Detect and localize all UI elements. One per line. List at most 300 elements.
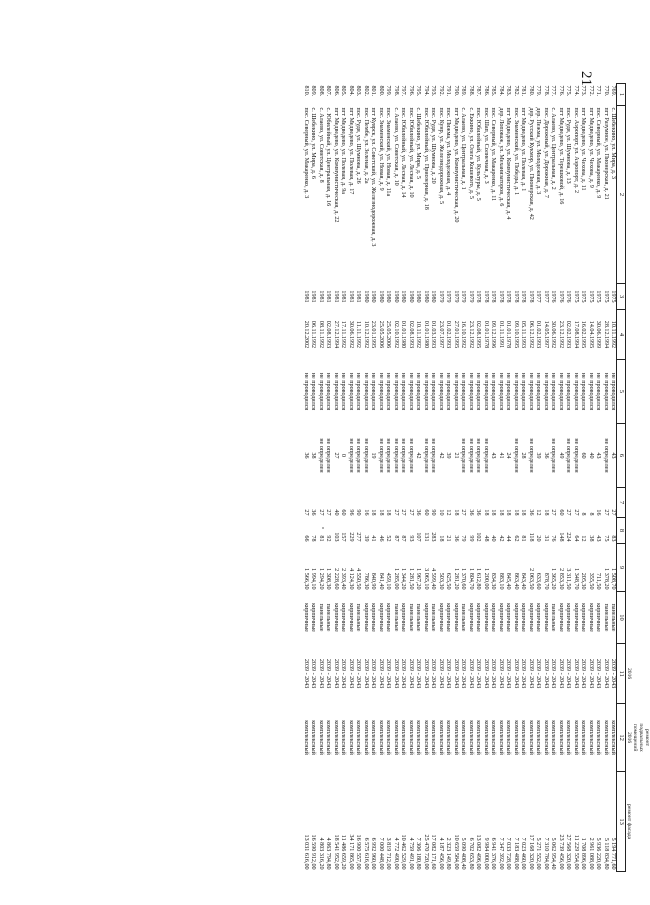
cell-area: 1 612,80 xyxy=(475,568,482,590)
cell-apartments: 36 xyxy=(528,509,534,516)
cell-repair-period: 2039 - 2043 xyxy=(475,658,482,689)
cell-area: 845,40 xyxy=(505,572,512,590)
cell-apartments: 27 xyxy=(460,509,467,516)
cell-wear: не определен xyxy=(423,438,429,473)
cell-last-repair: не проводился xyxy=(505,372,512,411)
cell-year-built: 1975 xyxy=(595,290,602,303)
cell-row-number: 790. xyxy=(453,85,459,97)
cell-repair-period: 2039 - 2043 xyxy=(513,658,519,689)
cell-registration-date: 14.04.1995 xyxy=(588,320,594,349)
cell-repair-cost: 7 306 180,80 xyxy=(415,837,422,870)
cell-area: 3 065,10 xyxy=(423,568,429,590)
cell-row-number: 808. xyxy=(318,85,324,97)
cell-last-repair: не проводился xyxy=(498,372,504,411)
cell-area: 1 348,70 xyxy=(573,568,579,590)
cell-wear: не определен xyxy=(460,438,467,473)
cell-row-number: 799. xyxy=(385,85,392,97)
cell-repair-cost: 9 984 000,00 xyxy=(483,837,489,870)
cell-repair-period: 2039 - 2043 xyxy=(355,658,362,689)
column-number: 9 xyxy=(617,544,626,592)
cell-residents: 81 xyxy=(318,535,324,542)
cell-registration-date: 17.11.1992 xyxy=(340,320,347,349)
cell-area: 1 344,20 xyxy=(400,568,407,590)
cell-repair-period: 2039 - 2043 xyxy=(438,658,444,689)
cell-repair-period: 2039 - 2043 xyxy=(550,658,557,689)
cell-residents: 31 xyxy=(543,535,549,542)
cell-repair-type: комплексный xyxy=(520,720,527,755)
header-col11: 2016 xyxy=(626,668,632,680)
cell-registration-date: 02.08.1993 xyxy=(408,320,414,349)
cell-registration-date: 01.02.1993 xyxy=(535,320,542,349)
cell-repair-type: комплексный xyxy=(498,720,504,755)
cell-repair-cost: 7 023 460,00 xyxy=(520,837,527,870)
cell-repair-cost: 7 310 784,00 xyxy=(543,837,549,870)
cell-year-built: 1978 xyxy=(498,290,504,303)
cell-repair-period: 2039 - 2043 xyxy=(453,658,459,689)
cell-repair-cost: 16 590 912,00 xyxy=(310,834,317,870)
cell-registration-date: 17.08.1994 xyxy=(573,320,579,349)
cell-last-repair: не проводился xyxy=(325,372,332,411)
cell-row-number: 791. xyxy=(445,85,452,97)
cell-repair-type: комплексный xyxy=(378,720,384,755)
cell-apartments: 27 xyxy=(393,509,399,516)
cell-registration-date: 30.06.1992 xyxy=(348,320,354,349)
cell-apartments: 36 xyxy=(468,509,474,516)
cell-last-repair: не проводился xyxy=(340,372,347,411)
table-row xyxy=(594,84,602,872)
cell-last-repair: не проводился xyxy=(348,372,354,411)
cell-repair-period: 2039 - 2043 xyxy=(415,658,422,689)
cell-repair-period: 2039 - 2043 xyxy=(543,658,549,689)
cell-address: пгт Медведево, ул. Чехова, д. 9 xyxy=(588,107,594,188)
column-number: 1 xyxy=(617,84,626,106)
cell-address: пос. Аэропорт, ул. Аэропорт, д. 2 xyxy=(573,107,579,194)
cell-residents: 148 xyxy=(558,532,564,542)
cell-row-number: 780. xyxy=(528,85,534,97)
cell-area: 633,60 xyxy=(535,572,542,590)
header-col12-line4: 2016 xyxy=(626,732,632,744)
cell-year-built: 1977 xyxy=(543,290,549,303)
cell-last-repair: не проводился xyxy=(415,372,422,411)
cell-registration-date: 08.11.1992 xyxy=(318,320,324,349)
cell-repair-cost: 6 941 376,00 xyxy=(490,837,497,870)
cell-repair-period: 2039 - 2043 xyxy=(445,658,452,689)
cell-row-number: 776. xyxy=(558,85,564,97)
cell-area: 2 853,30 xyxy=(558,568,564,590)
cell-last-repair: не проводился xyxy=(438,372,444,411)
cell-apartments: 27 xyxy=(303,509,309,516)
cell-year-built: 1975 xyxy=(610,290,617,303)
cell-last-repair: не проводился xyxy=(543,372,549,411)
cell-repair-period: 2039 - 2043 xyxy=(603,658,609,689)
cell-repair-period: 2039 - 2043 xyxy=(535,658,542,689)
cell-area: 1 285,00 xyxy=(393,568,399,590)
cell-wear: 41 xyxy=(498,452,504,459)
table-subheader-row xyxy=(626,84,650,872)
cell-repair-period: 2039 - 2043 xyxy=(363,658,369,689)
cell-address: пгт Медведево, ул. Коммунистическая, д. 20 xyxy=(453,107,459,223)
cell-wall-material: кирпичные xyxy=(310,603,317,632)
table-row xyxy=(302,84,310,872)
cell-repair-type: комплексный xyxy=(550,720,557,755)
cell-row-number: 779. xyxy=(535,85,542,97)
cell-repair-type: комплексный xyxy=(438,720,444,755)
cell-area: 840,90 xyxy=(370,572,377,590)
table-row xyxy=(474,84,482,872)
cell-year-built: 1978 xyxy=(490,290,497,303)
cell-address: пос. Шап, ул. Солнечная, д. 3 xyxy=(483,107,489,184)
cell-apartments: 16 xyxy=(363,509,369,516)
cell-repair-type: комплексный xyxy=(445,720,452,755)
cell-year-built: 1976 xyxy=(558,290,564,303)
column-number: 7 xyxy=(617,488,626,518)
cell-repair-type: комплексный xyxy=(408,720,414,755)
cell-repair-type: комплексный xyxy=(348,720,354,755)
cell-last-repair: не проводился xyxy=(558,372,564,411)
table-row xyxy=(519,84,527,872)
cell-wall-material: кирпичные xyxy=(370,603,377,632)
cell-repair-period: 2039 - 2043 xyxy=(333,658,339,689)
cell-last-repair: не проводился xyxy=(430,372,437,411)
cell-year-built: 1975 xyxy=(580,290,587,303)
cell-year-built: 1980 xyxy=(430,290,437,303)
table-row xyxy=(339,84,347,872)
cell-registration-date: 01.03.1993 xyxy=(430,320,437,349)
cell-last-repair: не проводился xyxy=(573,372,579,411)
cell-last-repair: не проводился xyxy=(535,372,542,411)
cell-row-number: 803. xyxy=(355,85,362,97)
cell-address: пгт Куярск, ул. Советский, ул. Железнодорожная, д. 3 xyxy=(370,107,377,247)
cell-year-built: 1978 xyxy=(483,290,489,303)
cell-wear: не определен xyxy=(565,438,572,473)
cell-apartments: 18 xyxy=(370,509,377,516)
cell-address: пос. Юбилейный, ул. Лесная, д. 10 xyxy=(408,107,414,198)
cell-wall-material: кирпичные xyxy=(580,603,587,632)
cell-residents: 21 xyxy=(445,535,452,542)
cell-area: 503,30 xyxy=(438,572,444,590)
cell-row-number: 798. xyxy=(393,85,399,97)
cell-address: пос. Кунр, ул. Железнодорожная, д. 5 xyxy=(438,107,444,205)
cell-repair-cost: 1 708 896,00 xyxy=(580,837,587,870)
cell-wall-material: кирпичные xyxy=(595,603,602,632)
cell-row-number: 771. xyxy=(595,85,602,97)
cell-wear: не определен xyxy=(400,438,407,473)
cell-year-built: 1978 xyxy=(475,290,482,303)
cell-address: пгт Медведево, ул. Коммунистическая, д. 4 xyxy=(505,107,512,220)
table-row xyxy=(549,84,557,872)
cell-last-repair: не проводился xyxy=(318,372,324,411)
cell-apartments: 27 xyxy=(400,509,407,516)
table-row xyxy=(414,84,422,872)
cell-wall-material: кирпичные xyxy=(565,603,572,632)
cell-last-repair: не проводился xyxy=(580,372,587,411)
cell-area: 1 294,20 xyxy=(318,568,324,590)
cell-repair-type: комплексный xyxy=(430,720,437,755)
cell-repair-cost: 25 470 720,00 xyxy=(423,834,429,870)
cell-last-repair: не проводился xyxy=(490,372,497,411)
cell-residents: 157 xyxy=(340,532,347,542)
cell-repair-cost: 17 082 171,60 xyxy=(430,834,437,870)
cell-repair-cost: 4 759 491,00 xyxy=(408,837,414,870)
cell-year-built: 1979 xyxy=(438,290,444,303)
cell-area: 1 370,60 xyxy=(460,568,467,590)
cell-area: 205,30 xyxy=(580,572,587,590)
cell-apartments: 40 xyxy=(333,509,339,516)
housing-repair-table xyxy=(302,83,650,872)
cell-registration-date: 23.12.1992 xyxy=(468,320,474,349)
cell-row-number: 801. xyxy=(370,85,377,97)
cell-row-number: 782. xyxy=(513,85,519,97)
cell-last-repair: не проводился xyxy=(423,372,429,411)
cell-area: 883,10 xyxy=(498,572,504,590)
cell-apartments: 27 xyxy=(550,509,557,516)
cell-repair-period: 2039 - 2043 xyxy=(505,658,512,689)
cell-repair-period: 2039 - 2043 xyxy=(610,658,617,689)
cell-wall-material: кирпичные xyxy=(438,603,444,632)
cell-registration-date: 01.01.1978 xyxy=(505,320,512,349)
cell-wall-material: кирпичные xyxy=(468,603,474,632)
page-number: 21 xyxy=(578,71,594,86)
cell-residents: 18 xyxy=(438,535,444,542)
cell-residents: 87 xyxy=(393,535,399,542)
cell-apartments: 27 xyxy=(318,509,324,516)
cell-residents: 92 xyxy=(325,535,332,542)
cell-last-repair: не проводился xyxy=(393,372,399,411)
cell-last-repair: не проводился xyxy=(513,372,519,411)
cell-apartments: 12 xyxy=(445,509,452,516)
cell-wear: не определен xyxy=(573,438,579,473)
cell-wall-material: кирпичные xyxy=(573,603,579,632)
cell-apartments: 27 xyxy=(325,509,332,516)
cell-repair-type: комплексный xyxy=(580,720,587,755)
cell-registration-date: 27.01.1995 xyxy=(453,320,459,349)
cell-area: 1 804,70 xyxy=(468,568,474,590)
cell-repair-cost: 13 082 496,00 xyxy=(475,834,482,870)
cell-apartments: 18 xyxy=(490,509,497,516)
cell-wear: не определен xyxy=(348,438,354,473)
cell-repair-cost: 7 347 392,00 xyxy=(498,837,504,870)
cell-year-built: 1981 xyxy=(348,290,354,303)
cell-last-repair: не проводился xyxy=(378,372,384,411)
cell-address: пгт Медведево, ул. Полевая, д. 9а xyxy=(340,107,347,194)
cell-registration-date: 01.11.1991 xyxy=(498,320,504,349)
table-row xyxy=(527,84,535,872)
cell-wall-material: панельные xyxy=(430,603,437,632)
cell-repair-cost: 7 033 728,00 xyxy=(505,837,512,870)
cell-last-repair: не проводился xyxy=(588,372,594,411)
cell-repair-type: комплексный xyxy=(325,720,332,755)
cell-row-number: 797. xyxy=(400,85,407,97)
cell-area: 4 550,50 xyxy=(355,568,362,590)
cell-address: с. Шебекино, ул. Мира, д. 6 xyxy=(310,107,317,179)
cell-residents: 229 xyxy=(348,532,354,542)
cell-repair-cost: 5 118 834,80 xyxy=(603,837,609,870)
column-number: 10 xyxy=(617,592,626,644)
cell-address: дер. Лоповаж, ул. Механизаторов, д. 6 xyxy=(498,107,504,207)
cell-repair-cost: 5 194 771,60 xyxy=(610,837,617,870)
cell-year-built: 1981 xyxy=(340,290,347,303)
cell-repair-type: комплексный xyxy=(468,720,474,755)
cell-last-repair: не проводился xyxy=(445,372,452,411)
cell-address: пос. Северный, ул. Макаренко, д. 3 xyxy=(303,107,309,199)
cell-residents: 118 xyxy=(528,532,534,542)
cell-row-number: 787. xyxy=(475,85,482,97)
cell-last-repair: не проводился xyxy=(550,372,557,411)
cell-apartments: 18 xyxy=(378,509,384,516)
cell-repair-cost: 5 271 552,00 xyxy=(535,837,542,870)
cell-apartments: 27 xyxy=(573,509,579,516)
table-row xyxy=(384,84,392,872)
table-row xyxy=(399,84,407,872)
cell-repair-type: комплексный xyxy=(483,720,489,755)
cell-wall-material: кирпичные xyxy=(303,603,309,632)
cell-repair-period: 2039 - 2043 xyxy=(573,658,579,689)
cell-repair-period: 2039 - 2043 xyxy=(460,658,467,689)
cell-area: 1 994,10 xyxy=(310,568,317,590)
cell-repair-period: 2039 - 2043 xyxy=(498,658,504,689)
cell-repair-cost: 11 229 554,00 xyxy=(573,834,579,870)
cell-residents: 107 xyxy=(415,532,422,542)
table-row xyxy=(482,84,490,872)
cell-repair-cost: 6 575 616,00 xyxy=(363,837,369,870)
cell-address: с. Алаево, ул. Центральная, д. 1 xyxy=(460,107,467,190)
cell-address: пгт Медведево, ул. Коммунистическая, д. 22 xyxy=(333,107,339,223)
cell-repair-type: комплексный xyxy=(453,720,459,755)
cell-repair-cost: 34 171 865,00 xyxy=(348,834,354,870)
column-number: 8 xyxy=(617,518,626,544)
cell-address: пос. Юбилейный, ул. Приозерная, д. 18 xyxy=(423,107,429,210)
cell-last-repair: не проводился xyxy=(370,372,377,411)
cell-wall-material: кирпичные xyxy=(363,603,369,632)
cell-registration-date: 25.05.2006 xyxy=(378,320,384,349)
cell-repair-period: 2039 - 2043 xyxy=(430,658,437,689)
cell-area: 863,40 xyxy=(513,572,519,590)
cell-wear: не определен xyxy=(355,438,362,473)
cell-repair-type: комплексный xyxy=(535,720,542,755)
cell-residents: 38 xyxy=(588,535,594,542)
cell-repair-period: 2039 - 2043 xyxy=(393,658,399,689)
header-col13: ремонт фасада xyxy=(626,804,632,840)
cell-repair-period: 2039 - 2043 xyxy=(340,658,347,689)
cell-residents: 78 xyxy=(310,535,317,542)
cell-repair-type: комплексный xyxy=(595,720,602,755)
cell-last-repair: не проводился xyxy=(610,372,617,411)
cell-registration-date: 10.11.1992 xyxy=(610,320,617,349)
cell-year-built: 1980 xyxy=(363,290,369,303)
cell-registration-date: 01.02.1993 xyxy=(445,320,452,349)
cell-wear: 60 xyxy=(580,452,587,459)
cell-address: пос. Северный, ул. Макаренко, д. 11 xyxy=(490,107,497,202)
cell-repair-cost: 4 863 794,80 xyxy=(325,837,332,870)
table-row xyxy=(407,84,415,872)
cell-repair-cost: 5 090 408,40 xyxy=(460,837,467,870)
cell-last-repair: не проводился xyxy=(468,372,474,411)
cell-apartments: 18 xyxy=(498,509,504,516)
cell-residents: 224 xyxy=(565,532,572,542)
table-row xyxy=(564,84,572,872)
cell-apartments: 10 xyxy=(438,509,444,516)
cell-wear: 42 xyxy=(438,452,444,459)
cell-wall-material: кирпичные xyxy=(490,603,497,632)
cell-wear: 38 xyxy=(310,452,317,459)
cell-residents: 44 xyxy=(505,535,512,542)
cell-apartments: 8 xyxy=(580,512,587,516)
cell-residents: 81 xyxy=(520,535,527,542)
cell-residents: 36 xyxy=(453,535,459,542)
cell-residents: 12 xyxy=(580,535,587,542)
cell-address: с. Алаево, ул. Центральная, д. 2 xyxy=(550,107,557,190)
cell-residents: 39 xyxy=(363,535,369,542)
cell-registration-date: 23.01.1995 xyxy=(370,320,377,349)
cell-repair-type: комплексный xyxy=(400,720,407,755)
cell-registration-date: 06.11.1992 xyxy=(310,320,317,349)
cell-address: пос. Рудя, ул. Шумнова, д. 20 xyxy=(430,107,437,184)
cell-repair-cost: 18 541 952,00 xyxy=(333,834,339,870)
cell-address: пгт Разумное, ул. Пионерская, д. 21 xyxy=(603,107,609,200)
cell-registration-date: 23.12.1992 xyxy=(558,320,564,349)
cell-last-repair: не проводился xyxy=(595,372,602,411)
cell-row-number: 769. xyxy=(610,85,617,97)
cell-wear: не определен xyxy=(325,438,332,473)
cell-row-number: 775. xyxy=(565,85,572,97)
cell-wall-material: кирпичные xyxy=(453,603,459,632)
cell-year-built: 1980 xyxy=(400,290,407,303)
header-col12 xyxy=(626,704,650,772)
cell-year-built: 1976 xyxy=(550,290,557,303)
cell-wear: 27 xyxy=(333,452,339,459)
cell-wall-material: панельные xyxy=(325,603,332,632)
cell-repair-cost: 10 462 529,00 xyxy=(400,834,407,870)
cell-last-repair: не проводился xyxy=(603,372,609,411)
header-col12-line2: подвальных xyxy=(638,723,644,752)
cell-last-repair: не проводился xyxy=(565,372,572,411)
cell-repair-cost: 5 062 954,40 xyxy=(550,837,557,870)
cell-repair-cost: 27 568 320,00 xyxy=(565,834,572,870)
cell-repair-period: 2039 - 2043 xyxy=(483,658,489,689)
cell-wall-material: кирпичные xyxy=(543,603,549,632)
cell-repair-type: комплексный xyxy=(505,720,512,755)
cell-year-built: 1977 xyxy=(535,290,542,303)
cell-repair-type: комплексный xyxy=(393,720,399,755)
cell-registration-date: 01.01.1980 xyxy=(400,320,407,349)
cell-area: 843,40 xyxy=(520,572,527,590)
table-row xyxy=(437,84,445,872)
cell-year-built: 1978 xyxy=(528,290,534,303)
cell-repair-period: 2039 - 2043 xyxy=(595,658,602,689)
cell-repair-period: 2039 - 2043 xyxy=(423,658,429,689)
cell-wear: 24 xyxy=(505,452,512,459)
cell-area: 625,50 xyxy=(445,572,452,590)
cell-row-number: 795. xyxy=(415,85,422,97)
cell-residents: 75 xyxy=(603,535,609,542)
cell-apartments: 60 xyxy=(340,509,347,516)
cell-repair-cost: 17 168 320,00 xyxy=(528,834,534,870)
table-row xyxy=(309,84,317,872)
table-row xyxy=(377,84,385,872)
cell-year-built: 1975 xyxy=(603,290,609,303)
cell-repair-type: комплексный xyxy=(528,720,534,755)
cell-residents: 103 xyxy=(333,532,339,542)
cell-wall-material: панельные xyxy=(408,603,414,632)
cell-repair-period: 2039 - 2043 xyxy=(318,658,324,689)
cell-area: 1 281,20 xyxy=(453,568,459,590)
cell-residents: 66 xyxy=(303,535,309,542)
table-row xyxy=(534,84,542,872)
cell-wall-material: кирпичные xyxy=(333,603,339,632)
cell-wear: не определен xyxy=(468,438,474,473)
cell-apartments: 36 xyxy=(310,509,317,516)
cell-registration-date: 28.12.1994 xyxy=(603,320,609,349)
